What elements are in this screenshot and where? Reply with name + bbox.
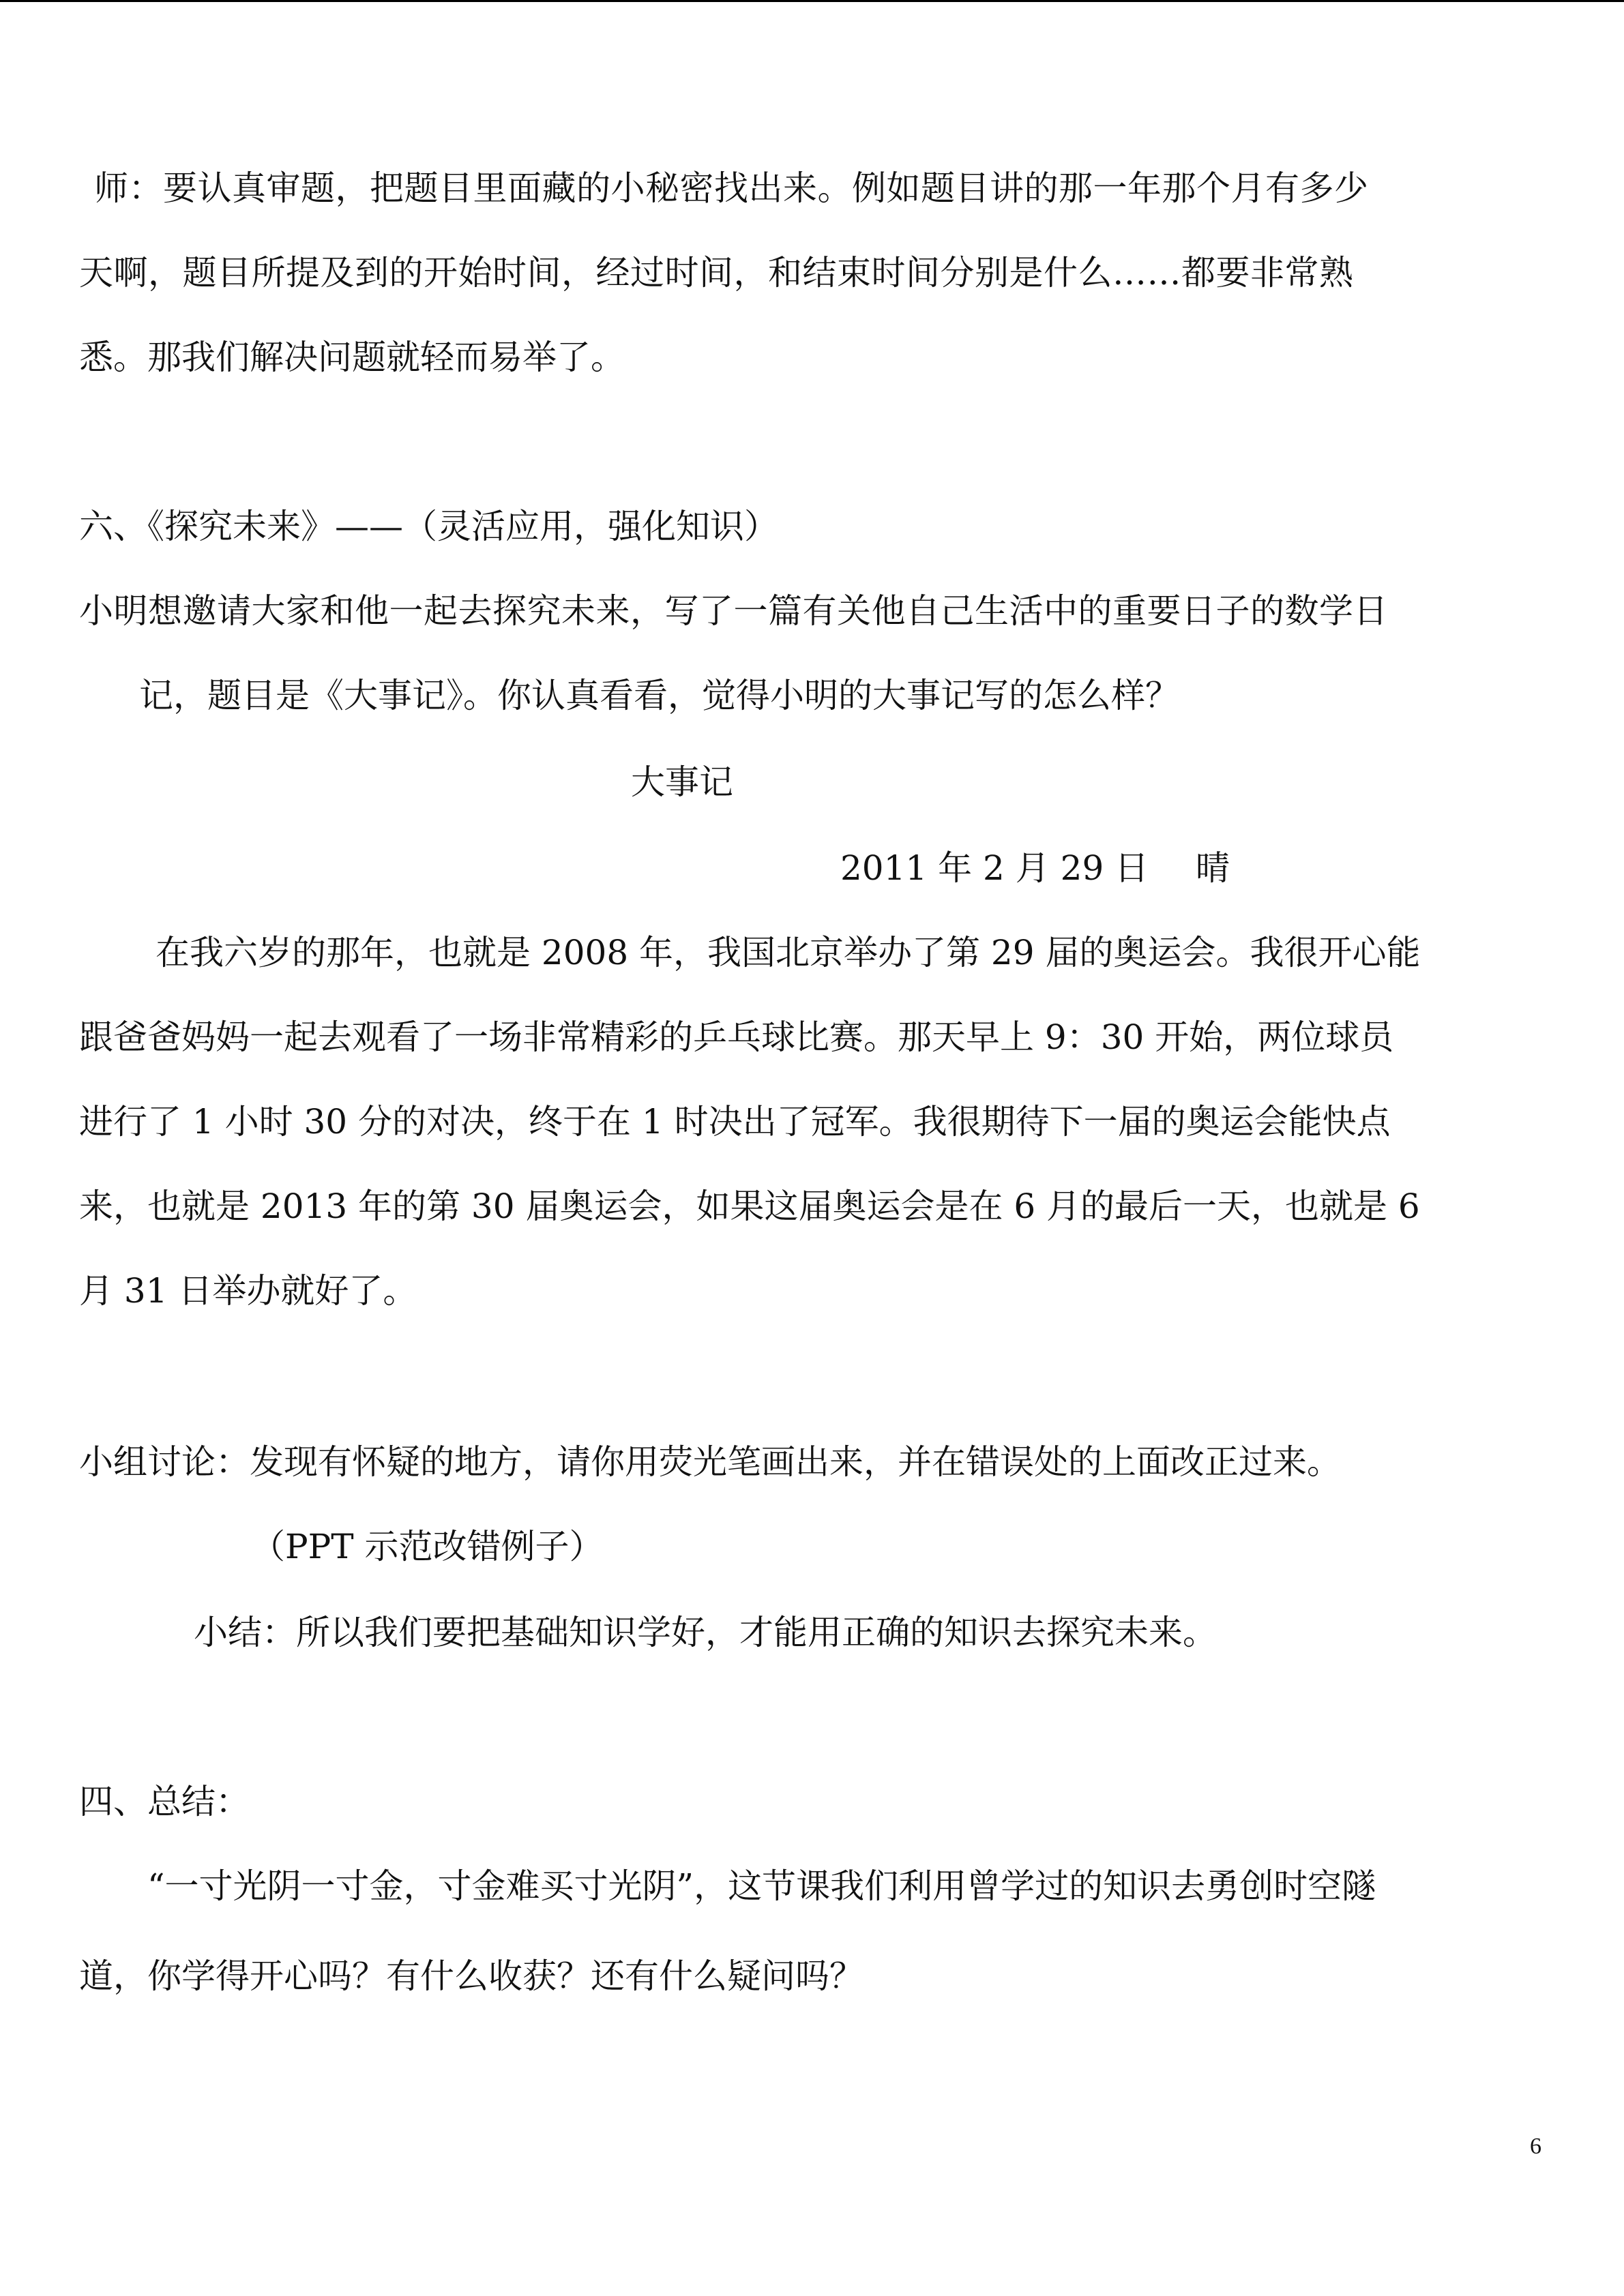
diary-date: 2011 年 2 月 29 日 — [840, 848, 1149, 888]
section-six-intro-line: 记，题目是《大事记》。你认真看看，觉得小明的大事记写的怎么样？ — [139, 676, 1179, 715]
section-six-intro-line: 小明想邀请大家和他一起去探究未来，写了一篇有关他自己生活中的重要日子的数学日 — [79, 591, 1388, 631]
diary-body-line: 跟爸爸妈妈一起去观看了一场非常精彩的乒乓球比赛。那天早上 9：30 开始，两位球员 — [79, 1017, 1394, 1057]
teacher-remark-line: 师：要认真审题，把题目里面藏的小秘密找出来。例如题目讲的那一年那个月有多少 — [94, 168, 1369, 208]
teacher-remark-line: 天啊，题目所提及到的开始时间，经过时间，和结束时间分别是什么……都要非常熟 — [79, 253, 1354, 293]
group-discussion-text: 小组讨论：发现有怀疑的地方，请你用荧光笔画出来，并在错误处的上面改正过来。 — [79, 1442, 1341, 1482]
diary-weather: 晴 — [1196, 848, 1230, 888]
section-six-heading: 六、《探究未来》——（灵活应用，强化知识） — [79, 507, 778, 546]
section-four-line: 道，你学得开心吗？有什么收获？还有什么疑问吗？ — [79, 1956, 863, 1996]
diary-body-line: 来，也就是 2013 年的第 30 届奥运会，如果这届奥运会是在 6 月的最后一天，也就是 6 — [79, 1187, 1420, 1226]
summary-text: 小结：所以我们要把基础知识学好，才能用正确的知识去探究未来。 — [194, 1613, 1217, 1652]
section-four-heading: 四、总结： — [79, 1782, 250, 1821]
teacher-remark-line: 悉。那我们解决问题就轻而易举了。 — [79, 338, 625, 377]
section-four-line: “一寸光阴一寸金，寸金难买寸光阴”，这节课我们利用曾学过的知识去勇创时空隧 — [147, 1866, 1376, 1906]
diary-body-line: 月 31 日举办就好了。 — [79, 1271, 417, 1311]
ppt-note: （PPT 示范改错例子） — [251, 1527, 604, 1566]
diary-body-line: 进行了 1 小时 30 分的对决，终于在 1 时决出了冠军。我很期待下一届的奥运会能快点 — [79, 1102, 1391, 1142]
diary-body-line: 在我六岁的那年，也就是 2008 年，我国北京举办了第 29 届的奥运会。我很开心能 — [156, 933, 1421, 972]
top-border-rule — [0, 0, 1624, 2]
diary-title: 大事记 — [631, 762, 733, 802]
page-number: 6 — [1530, 2134, 1541, 2159]
